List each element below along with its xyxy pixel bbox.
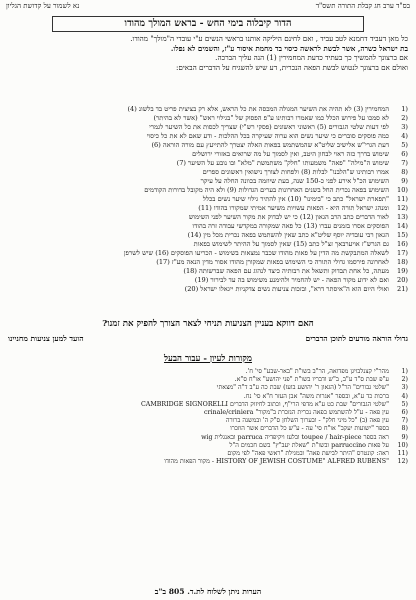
intro-paragraph-2: בת ישראל כשרה, אשר לבשת לראשה כיסוי בד מחמת איסור ע"ז, והשמים לא נפלו. <box>170 43 408 53</box>
source-item <box>8 393 408 401</box>
list-item-number: (7 <box>401 159 408 167</box>
list-item <box>8 114 408 122</box>
list-item-text: השימוש הכ"ל אירע לפני כ-150 שנה, בעת שיוזמה בכוונה החלה על עיקר <box>200 177 389 185</box>
list-item-text: גם הגרש"ז אויערבאך זצ"ל כתב (15) שאין לסמוך על ההיתר לשימוש בפאות <box>193 240 389 248</box>
list-item-text: כמה פוסקים סוברים כי שיער נשים הוא ערוה שעיקרה בכל ההלכות - ודע שאם לא את כל כיסוי <box>146 132 389 140</box>
list-item <box>8 240 408 248</box>
central-question: האם דווקא בעניין הצניעות תניחי לצאר הצורך להפיק את זמנו? <box>102 319 314 329</box>
list-item <box>8 132 408 140</box>
source-item <box>8 450 408 458</box>
source-item <box>8 442 408 450</box>
list-item-text: הגאון רבי עובדיה יוסף שליט"א כתב שאין להשתמש בפאה נכרית מכל מין (14) <box>187 231 389 239</box>
source-item-text: ברכות כד ע"א, ובספר "אגרות משה" אבן העזר ח"א סי' נח. <box>243 392 389 400</box>
list-item-number: (20 <box>397 276 408 284</box>
source-item-text: ראה בספר toupee / hair-piece ובלעז ויקיפדיה parruca ובאנגלית wig <box>201 433 389 441</box>
source-item-number: (3 <box>401 384 408 392</box>
source-item-text: מהר"י קצנלבויגן מפדואה, הר"ב בשו"ת "באר-שבע" סי' ח'. <box>245 368 389 375</box>
list-item <box>8 258 408 266</box>
date-note: בס"ד ערב חג קבלת התורה תשס"ד <box>315 2 410 10</box>
list-item-number: (5 <box>401 141 408 149</box>
sources-list <box>8 368 408 466</box>
list-item-text: דעת הגרי"ש אלישיב שליט"א שהמשתמש בפאות האלה יצטרך להתייעץ עם מורה הוראה (6) <box>151 141 389 149</box>
notice-left: הועד למען צניעות מחניינו <box>8 334 84 343</box>
source-item-number: (7 <box>401 417 408 425</box>
sanctity-note: נא לשמור על קדושת הגליון <box>6 2 80 10</box>
list-item-number: (15 <box>397 231 408 239</box>
source-item <box>8 368 408 376</box>
list-item-text: לאחרונה פירסמו גדולי התורה כי השימוש בפאות שמקורן מהודו אסור מדין הנאה מע"ז (17) <box>156 258 389 266</box>
intro-section <box>8 34 408 72</box>
list-item-text: לשאלה המתבקשת מה הדין על פאות מהודו שכבר נמצאות בשימוש - הכריעו הפוסקים (16) שיש לשרפן <box>123 249 389 257</box>
list-item-text: שימוש ה"מילה" "פאה" משמעותו "חלק" משתמשת "מלא" ובו נובע על השיער (7) <box>176 159 389 167</box>
source-item-number: (10 <box>397 441 408 449</box>
list-item <box>8 186 408 194</box>
list-item-number: (4 <box>401 132 408 140</box>
list-item-number: (6 <box>401 150 408 158</box>
list-item-text: ומנהג ישראל תורה היא - הפאות עשויות משיער אמיתי שמקורו בהודו (11) <box>198 204 389 212</box>
list-item-text: אמרו רבותינו ש"הלבנו" לבלות (8) ולפחות לצורך נישואין ראשונים ספרים <box>202 168 389 176</box>
intro-paragraph-4: ואולם אם ברצונך לנטוש לבשת הפאה הנכרית, דע שיש להשגיח על הדברים הבאים: <box>176 62 408 72</box>
list-item-text: הפוסקים אסרו בזמנים עברו (13) כל פאה שמקורה במקדשי עבודה זרה בהודו <box>192 222 389 230</box>
source-item-text: ע"פ שבת ס"ד ע"ב, ב"ש ודבריו בשו"ת "פני יהושע" או"ח ס"א. <box>234 376 389 384</box>
list-item-number: (2 <box>401 114 408 122</box>
source-item-text: "HISTORY OF JEWISH COSTUME" ALFRED RUBENS - מקור הפאות מהודו <box>164 458 389 466</box>
source-item <box>8 401 408 409</box>
list-item-number: (11 <box>397 195 408 203</box>
notice-right: גדולי הוראה מודעים לתוכן הדברים <box>305 334 408 343</box>
intro-paragraph-1: כל מאן דעביד דחמנא לטב עביד , ואם לחינם היליקה אותנו בראשי הנשים ע"י עובדי ה"מולך" מהודו. <box>130 34 408 43</box>
footer-note: הערות ניתן לשלוח לת.ד. 805 ב"ב <box>154 587 262 596</box>
list-item-number: (3 <box>401 123 408 131</box>
main-list <box>8 105 408 294</box>
list-item <box>8 141 408 149</box>
source-item <box>8 409 408 417</box>
list-item-number: (16 <box>397 240 408 248</box>
list-item-number: (17 <box>397 249 408 257</box>
source-item-number: (12 <box>397 458 408 466</box>
source-item <box>8 425 408 433</box>
source-item-number: (9 <box>401 433 408 441</box>
source-item-text: ראה: קונטרס "היתר לבישת פאה" ובמגילת "ראשי פאה" לפי מקום <box>227 450 389 458</box>
source-item-number: (5 <box>401 400 408 408</box>
list-item-text: ואולי היום הוא ה"איסתר דרא", ובזכות צניעות נשים צדקניות ייגאלו ישראל (20) <box>184 285 389 293</box>
list-item-text: השימוש בפאה נכרית החל בשנים האחרונות בערים הגדולות (9) ולא היה מקובל בדורות הקודמים <box>144 186 389 194</box>
list-item <box>8 204 408 212</box>
list-item-number: (1 <box>401 105 408 113</box>
source-item-number: (2 <box>401 376 408 384</box>
source-item <box>8 458 408 466</box>
list-item-text: לפי דעות שלטי הגבורים (5) ראשוני ראשונים (פסקי רש"י) שצריך לכסות את כל השיער לגמרי <box>149 123 389 131</box>
list-item <box>8 285 408 293</box>
list-item <box>8 159 408 167</box>
list-item-text: שימוש בדרך כזה ראוי לבחון היטב, ואין לסמוך על מה שרואים באזורי ירושלים <box>192 150 389 158</box>
list-item <box>8 276 408 284</box>
source-item-text: עין פאה (ב) "כל מיני חלק" - ובערוך השלחן ס"ק ה' ובמשנה ברורה <box>225 417 389 425</box>
list-item-text: לא סמכו על פירוש הכלל כמו שאמרו רבותינו ע"פ הפסוק של "בגילוי ראש" (אשר לא בהיתר) <box>153 114 389 122</box>
list-item <box>8 213 408 221</box>
source-item-number: (4 <box>401 392 408 400</box>
list-item <box>8 123 408 131</box>
list-item-text: ואם לא ידוע מקור הפאה - יש להחמיר ולהימנע משימוש בה עד לבירור (19) <box>194 276 389 284</box>
list-item <box>8 249 408 257</box>
source-item-text: בספר "ישועות יעקב" או"ח סי' עה - ע"ש כל הדברים אשר הוזכרו <box>230 425 389 433</box>
list-item-number: (8 <box>401 168 408 176</box>
list-item <box>8 150 408 158</box>
source-item-text: על פאות parruccino ובשו"ת "שאלת יעב"ץ" בשם חכמים ה"ל <box>229 441 389 449</box>
list-item-number: (10 <box>397 186 408 194</box>
list-item <box>8 267 408 275</box>
list-item-number: (21 <box>397 285 408 293</box>
list-item-text: לאור הדברים כתב הרב הגאון (12) כי יש לבדוק את מקור השיער לפני השימוש <box>188 213 389 221</box>
list-item <box>8 195 408 203</box>
source-item-number: (1 <box>401 368 408 375</box>
list-item <box>8 231 408 239</box>
top-meta <box>6 2 410 14</box>
list-item-number: (12 <box>397 204 408 212</box>
list-item-number: (9 <box>401 177 408 185</box>
source-item-text: "שלטי גבורים" הר"ל (הגאון ר' יהושע בועז) שבת כה ע"ב ד"ה "מצאתי <box>216 384 389 392</box>
list-item-text: מעתה, כל אחת תבדוק ותשאל את רבותיה כיצד לנהוג עם הפאה שברשותה (18) <box>183 267 389 275</box>
source-item-number: (11 <box>397 450 408 458</box>
list-item-number: (13 <box>397 213 408 221</box>
list-item <box>8 168 408 176</box>
sources-heading: מקורות לעיון - עבור הבעל <box>163 354 252 364</box>
intro-paragraph-3: אם ברצונך להמשיך כך בעתיד כדעת המחמירין (1) הנה עליך הברכה. <box>215 53 408 63</box>
list-item <box>8 177 408 185</box>
list-item-text: "תפארת ישראל" כתב כי "בימינו" (10) אין להתיר גילוי שיער נשים בכלל <box>202 195 389 203</box>
source-item-number: (8 <box>401 425 408 433</box>
source-item-text: עין פאה - ע"ל להשתמש בפאה נכרית הנזכרת ב"מקור" crinale/criniera <box>204 409 389 417</box>
source-item-text: "שלטי הגבורים" שבת כט ע"א מדפי הרי"ף, וכתוב לחיזוק הדברים CAMBRIDGE SIGNORELLI <box>140 400 389 408</box>
list-item-number: (14 <box>397 222 408 230</box>
list-item-number: (18 <box>397 258 408 266</box>
list-item <box>8 105 408 113</box>
source-item <box>8 434 408 442</box>
source-item <box>8 384 408 392</box>
list-item-number: (19 <box>397 267 408 275</box>
list-item-text: המחמירין (3) לא תהיה את השיער המגולה המכסה את כל הראש, אלא רק בציצית פריט בד בלשונ (4) <box>127 105 389 113</box>
notice-row <box>8 334 408 346</box>
page-title: הדור קיבלוה בימי החש - בראש המולך מהודו <box>52 16 364 32</box>
source-item-number: (6 <box>401 409 408 417</box>
list-item <box>8 222 408 230</box>
